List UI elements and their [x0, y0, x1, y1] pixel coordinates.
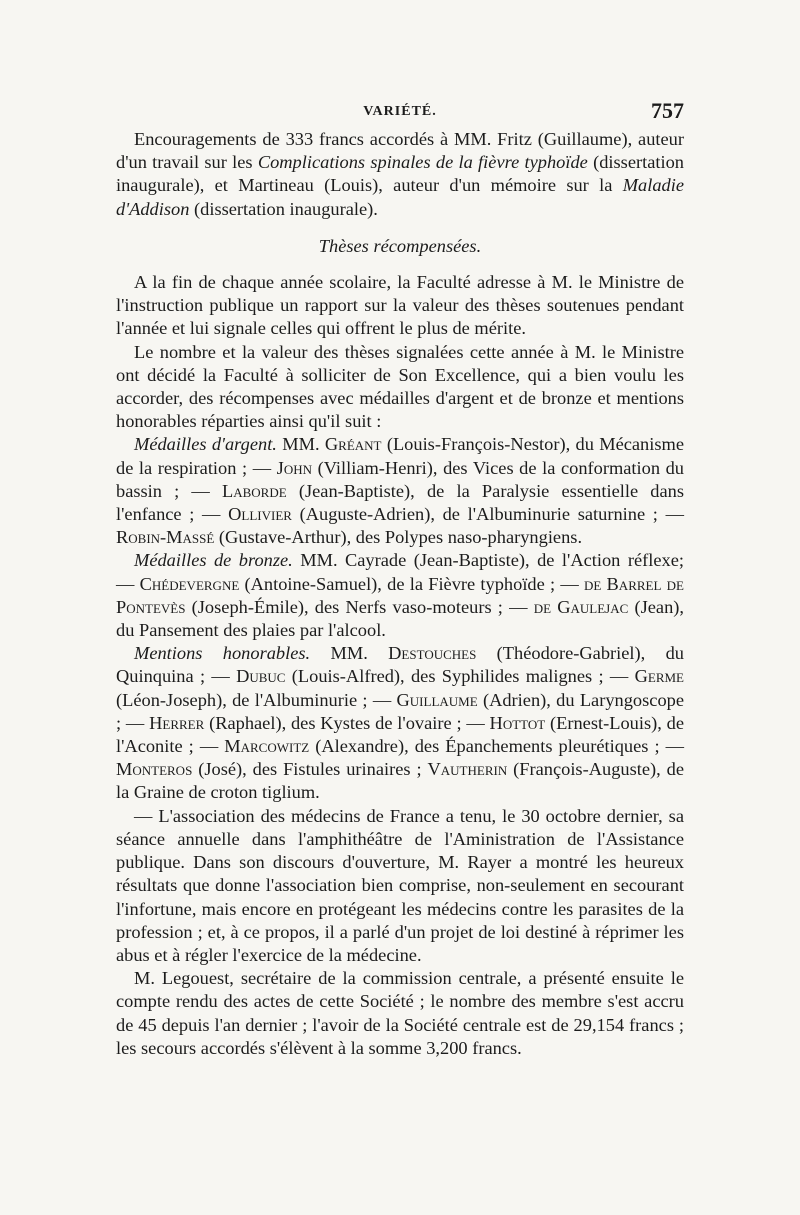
laureate-name: de Gaulejac — [533, 596, 629, 617]
running-title: VARIÉTÉ. — [363, 104, 437, 119]
text-run: (Auguste-Adrien), de l'Albuminurie saturnine ; — — [291, 504, 684, 525]
laureate-name: Marcowitz — [224, 736, 310, 757]
laureate-name: Vautherin — [427, 759, 508, 780]
paragraph-nombre: Le nombre et la valeur des thèses signalées cette année à M. le Ministre ont décidé la Faculté à solliciter de Son Excellence, qui a bien voulu les accorder, des récompenses avec médailles d'argent et de bronze et mentions honorables réparties ainsi qu'il suit : — [116, 341, 684, 432]
paragraph-encouragements — [116, 128, 684, 221]
text-run: Encouragements de 333 francs accordés à MM. Fritz (Guillaume), auteur d'un travail sur les — [116, 129, 684, 173]
text-run: (Ernest-Louis), de l'Aconite ; — — [116, 712, 684, 757]
text-run: (Raphael), des Kystes de l'ovaire ; — — [204, 712, 490, 733]
text-run: (Jean), du Pansement des plaies par l'alcool. — [116, 596, 684, 641]
page-header — [116, 98, 684, 126]
text-run: MM. — [310, 643, 389, 664]
thesis-title: Maladie d'Addison — [116, 175, 684, 219]
text-run: (Théodore-Gabriel), du Quinquina ; — — [116, 643, 684, 687]
paragraph-medailles-bronze — [116, 549, 684, 642]
award-category: Mentions honorables. — [134, 643, 311, 664]
laureate-name: Germe — [634, 666, 684, 687]
page-number: 757 — [651, 98, 684, 123]
award-category: Médailles de bronze. — [134, 550, 293, 571]
paragraph-association: — L'association des médecins de France a tenu, le 30 octobre dernier, sa séance annuelle dans l'amphithéâtre de l'Aministration de l'Assistance publique. Dans son discours d'ouverture, M. Rayer a montré les heureux résultats que donne l'association bien comprise, non-seulement en secourant l'infortune, mais encore en protégeant les médecins contre les parasites de la profession ; et, à ce propos, il a parlé d'un projet de loi destiné à réprimer les abus et à régler l'exercice de la médecine. — [116, 805, 684, 965]
text-run: (José), des Fistules urinaires ; — [192, 759, 428, 780]
laureate-name: Hottot — [489, 712, 546, 733]
text-run: (Antoine-Samuel), de la Fièvre typhoïde ; — — [239, 573, 584, 594]
text-run: MM. — [276, 434, 325, 455]
laureate-name: Robin-Massé — [116, 527, 215, 548]
text-run: (Jean-Baptiste), de la Paralysie essentielle dans l'enfance ; — — [116, 480, 684, 525]
text-run: (Louis-Alfred), des Syphilides malignes ; — — [285, 666, 635, 687]
paragraph-medailles-argent — [116, 433, 684, 549]
laureate-name: Ollivier — [228, 504, 292, 525]
text-run: (Gustave-Arthur), des Polypes naso-pharyngiens. — [214, 527, 583, 548]
paragraph-faculte: A la fin de chaque année scolaire, la Faculté adresse à M. le Ministre de l'instruction publique un rapport sur la valeur des thèses soutenues pendant l'année et lui signale celles qui offrent le plus de mérite. — [116, 272, 684, 339]
paragraph-legouest: M. Legouest, secrétaire de la commission centrale, a présenté ensuite le compte rendu des actes de cette Société ; le nombre des membre s'est accru de 45 depuis l'an dernier ; l'avoir de la Société centrale est de 29,154 francs ; les secours accordés s'élèvent à la somme 3,200 francs. — [116, 968, 684, 1058]
laureate-name: Dubuc — [236, 666, 286, 687]
laureate-name: John — [276, 457, 312, 478]
laureate-name: Herrer — [149, 712, 205, 733]
laureate-name: Monteros — [116, 759, 193, 780]
text-run: MM. Cayrade (Jean-Baptiste), de l'Action réflexe; — — [116, 550, 684, 594]
laureate-name: Gréant — [324, 434, 382, 455]
laureate-name: Guillaume — [396, 689, 478, 710]
thesis-title: Complications spinales de la fièvre typhoïde — [257, 152, 588, 173]
text-run: (Adrien), du Laryngoscope ; — — [116, 689, 684, 733]
paragraph-mentions-honorables — [116, 642, 684, 804]
laureate-name: Destouches — [388, 643, 477, 664]
laureate-name: Chédevergne — [139, 573, 240, 594]
page-body — [116, 128, 684, 1060]
text-run: (Léon-Joseph), de l'Albuminurie ; — — [116, 689, 397, 710]
laureate-name: Laborde — [222, 480, 287, 501]
text-run: (dissertation inaugurale). — [189, 198, 378, 219]
text-run: (Villiam-Henri), des Vices de la conformation du bassin ; — — [116, 457, 685, 501]
award-category: Médailles d'argent. — [134, 434, 277, 455]
laureate-name: de Barrel de Pontevès — [116, 573, 684, 617]
text-run: (François-Auguste), de la Graine de croton tiglium. — [116, 759, 685, 803]
text-run: (Louis-François-Nestor), du Mécanisme de la respiration ; — — [116, 434, 684, 478]
text-run: (Alexandre), des Épanchements pleurétiques ; — — [309, 736, 684, 757]
section-heading: Thèses récompensées. — [318, 235, 482, 256]
text-run: (Joseph-Émile), des Nerfs vaso-moteurs ; — — [185, 596, 534, 617]
text-run: (dissertation inaugurale), et Martineau (Louis), auteur d'un mémoire sur la — [116, 152, 684, 196]
